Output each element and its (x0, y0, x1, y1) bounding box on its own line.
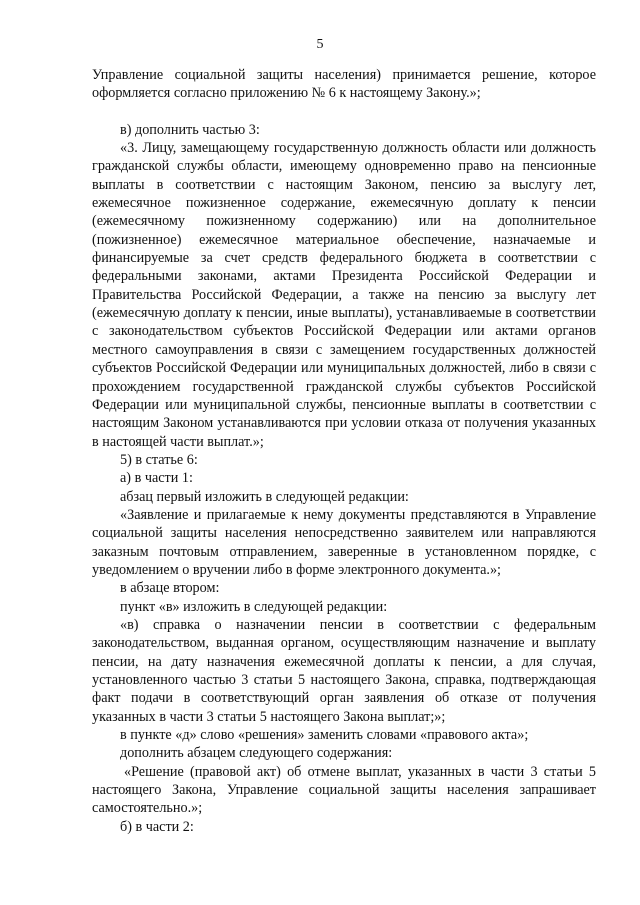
paragraph-add-paragraph: дополнить абзацем следующего содержания: (120, 745, 393, 762)
paragraph-application-text: «Заявление и прилагаемые к нему документы представляются в Управление социальной защиты населения непосредственно заявителем или направляются заказным почтовым отправлением, заверенные в установленном порядке, с уведомлением о вручении либо в форме электронного документа.»; (92, 506, 596, 578)
paragraph-decision-text: «Решение (правовой акт) об отмене выплат, указанных в части 3 статьи 5 настоящего Закона, Управление социальной защиты населения запрашивает самостоятельно.»; (92, 763, 596, 817)
paragraph-continuation: Управление социальной защиты населения) принимается решение, которое оформляется согласно приложению № 6 к настоящему Закону.»; (92, 67, 596, 102)
paragraph-point-d-replacement: в пункте «д» слово «решения» заменить словами «правового акта»; (120, 727, 529, 744)
paragraph-part-3-text: «3. Лицу, замещающему государственную должность области или должность гражданской службы области, имеющему одновременно право на пенсионные выплаты в соответствии с настоящим Законом, пенсию за выслугу лет, ежемесячное пожизненное содержание, ежемесячную доплату к пенсии (ежемесячному пожизненному содержанию) или на дополнительное (пожизненное) ежемесячное материальное обеспечение, назначаемые и финансируемые за счет средств федерального бюджета в соответствии с федеральными законами, актами Президента Российской Федерации и Правительства Российской Федерации, а также на пенсию за выслугу лет (ежемесячную доплату к пенсии, иные выплаты), устанавливаемые в соответствии с законодательством субъектов Российской Федерации или актами органов местного самоуправления в связи с замещением государственных должностей субъектов Российской Федерации или муниципальных должностей, либо в связи с прохождением государственной гражданской службы субъектов Российской Федерации или муниципальной службы, пенсионные выплаты в соответствии с настоящим Законом устанавливаются при условии отказа от получения указанных в настоящей части выплат.»; (92, 140, 596, 450)
paragraph-item-5: 5) в статье 6: (120, 451, 198, 468)
paragraph-point-v-text: «в) справка о назначении пенсии в соответствии с федеральным законодательством, выданная органом, осуществляющим назначение и выплату пенсии, на дату назначения ежемесячной доплаты к пенсии, а для случая, установленного частью 3 статьи 5 настоящего Закона, справка, подтверждающая факт подачи в соответствующий орган заявления об отказе от получения указанных в части 3 статьи 5 настоящего Закона выплат;»; (92, 616, 596, 725)
paragraph-first-paragraph-instruction: абзац первый изложить в следующей редакции: (120, 488, 409, 505)
page-number: 5 (316, 37, 324, 52)
document-body (92, 66, 596, 836)
paragraph-subitem-a: а) в части 1: (120, 470, 193, 487)
paragraph-second-paragraph: в абзаце втором: (120, 580, 220, 597)
paragraph-subitem-b: б) в части 2: (120, 818, 194, 835)
paragraph-amendment-c: в) дополнить частью 3: (120, 121, 260, 138)
paragraph-point-v-instruction: пункт «в» изложить в следующей редакции: (120, 598, 388, 615)
